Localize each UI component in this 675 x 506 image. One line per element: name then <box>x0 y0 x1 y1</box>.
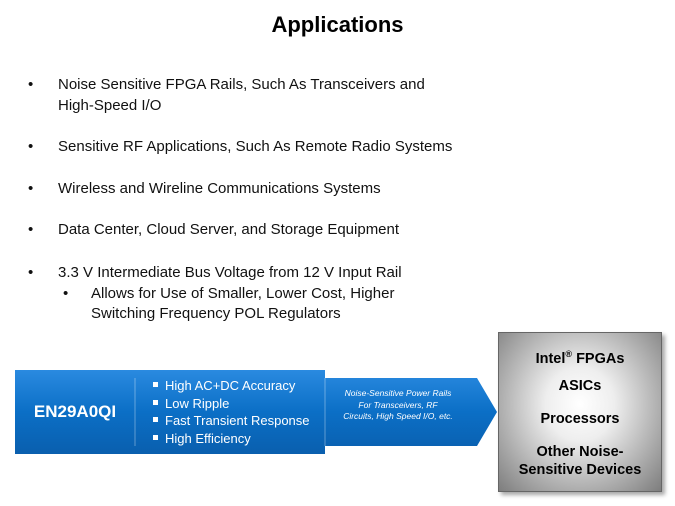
bullet-dot: • <box>28 76 34 93</box>
bullet-text: 3.3 V Intermediate Bus Voltage from 12 V Input Rail <box>58 264 402 281</box>
bullet-text: Data Center, Cloud Server, and Storage Equipment <box>58 221 400 238</box>
feature-item: High AC+DC Accuracy <box>153 377 310 395</box>
bullet-dot: • <box>28 264 34 281</box>
device-processors: Processors <box>540 411 620 427</box>
page-title: Applications <box>271 12 404 37</box>
bullet-text: Sensitive RF Applications, Such As Remote Radio Systems <box>58 138 453 155</box>
square-bullet-icon <box>153 382 158 387</box>
bullet-text: Wireless and Wireline Communications Systems <box>58 180 381 197</box>
bullet-dot: • <box>28 138 34 155</box>
device-other: Other Noise- Sensitive Devices <box>518 444 642 478</box>
bullet-dot: • <box>28 180 34 197</box>
square-bullet-icon <box>153 400 158 405</box>
device-intel-fpgas: Intel® FPGAs <box>535 349 625 367</box>
device-asics: ASICs <box>558 378 602 394</box>
feature-item: Fast Transient Response <box>153 412 310 430</box>
power-flow-arrow <box>15 370 497 454</box>
bullet-dot: • <box>63 285 69 302</box>
feature-item: High Efficiency <box>153 430 310 448</box>
bullet-dot: • <box>28 221 34 238</box>
sub-bullet-text: Switching Frequency POL Regulators <box>91 305 341 322</box>
square-bullet-icon <box>153 435 158 440</box>
square-bullet-icon <box>153 417 158 422</box>
sub-bullet-text: Allows for Use of Smaller, Lower Cost, Higher <box>91 285 395 302</box>
feature-item: Low Ripple <box>153 395 310 413</box>
rails-caption: Noise-Sensitive Power Rails For Transceivers, RF Circuits, High Speed I/O, etc. <box>343 388 453 421</box>
bullet-text: High-Speed I/O <box>58 97 162 114</box>
target-devices-box <box>498 332 662 492</box>
part-number: EN29A0QI <box>33 402 117 421</box>
bullet-text: Noise Sensitive FPGA Rails, Such As Transceivers and <box>58 76 425 93</box>
feature-list <box>153 377 310 447</box>
